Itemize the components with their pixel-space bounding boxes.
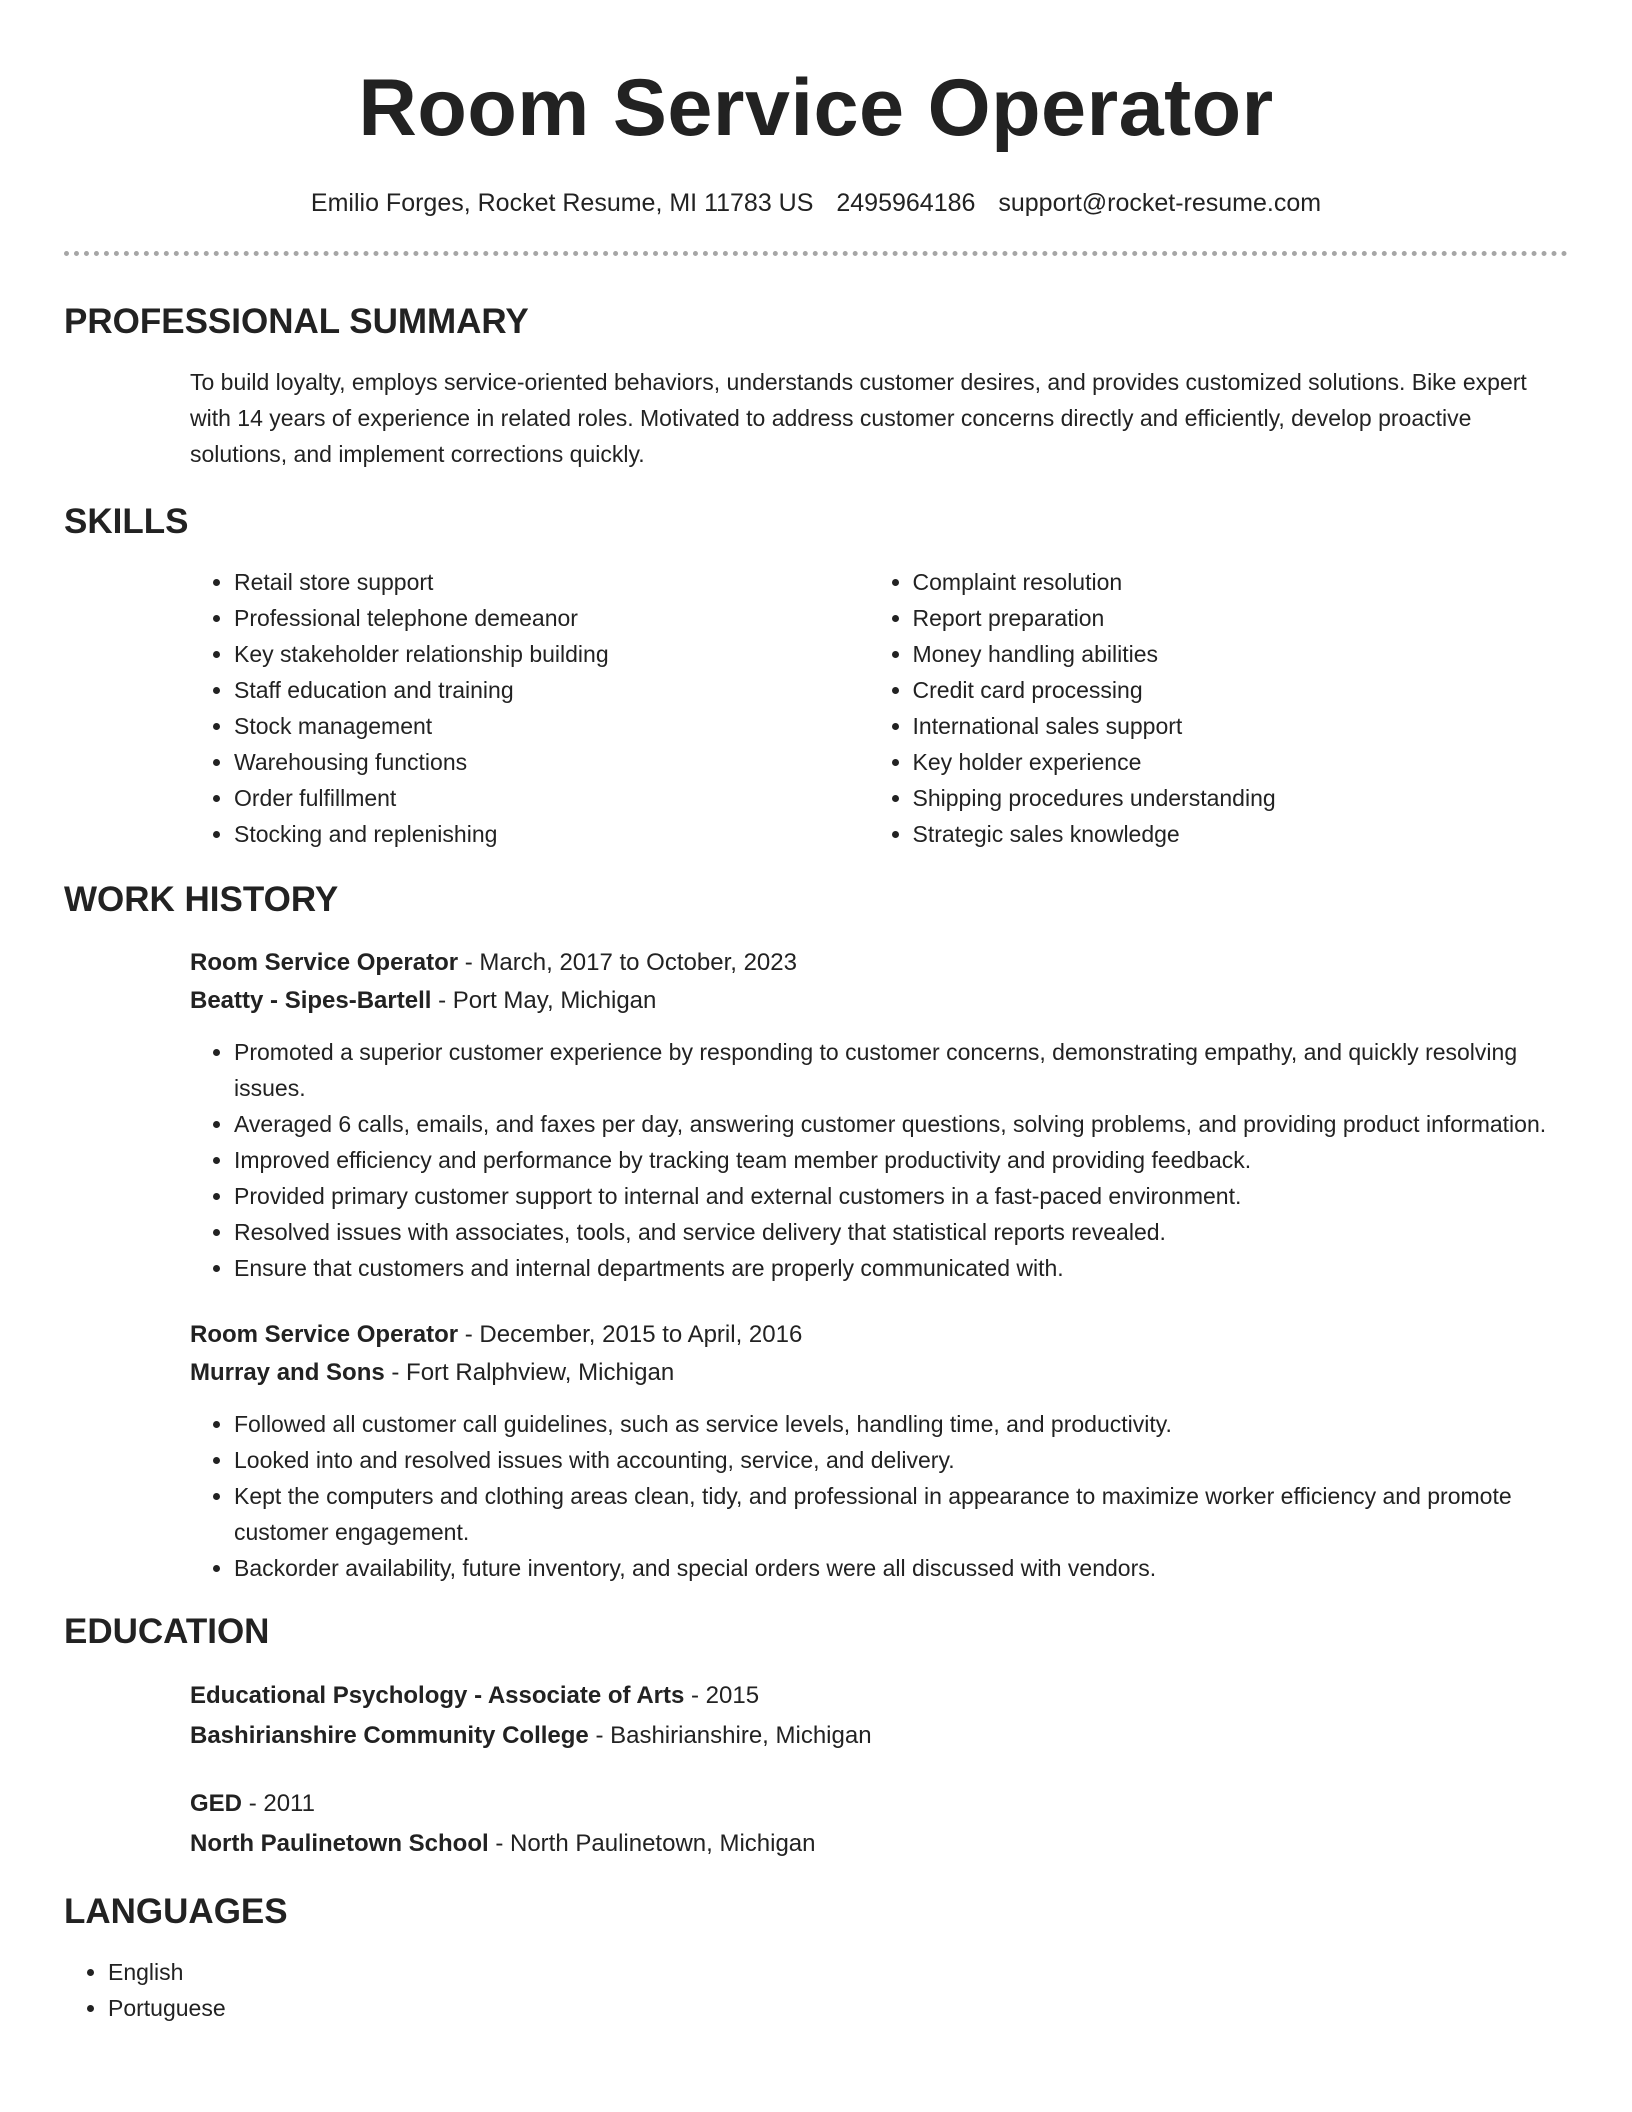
duty-item: • Promoted a superior customer experience by responding to customer concerns, demonstrating empathy, and quickly resolving issues. — [234, 1034, 1568, 1106]
education-entry — [190, 1784, 1568, 1864]
skill-item: • Warehousing functions — [234, 744, 869, 780]
skill-item: • Report preparation — [913, 600, 1568, 636]
job-entry — [190, 944, 1568, 1286]
job-title-line — [190, 944, 1568, 982]
contact-line — [64, 186, 1568, 220]
duty-item: • Looked into and resolved issues with accounting, service, and delivery. — [234, 1442, 1568, 1478]
skills-list — [190, 564, 1568, 852]
education-degree-line — [190, 1784, 1568, 1824]
skill-item: • Stocking and replenishing — [234, 816, 869, 852]
job-company-line — [190, 982, 1568, 1020]
job-company: Murray and Sons — [190, 1359, 385, 1386]
job-duties — [190, 1406, 1568, 1586]
skill-item: • Credit card processing — [913, 672, 1568, 708]
education-school-line — [190, 1716, 1568, 1756]
duty-item: • Provided primary customer support to internal and external customers in a fast-paced environment. — [234, 1178, 1568, 1214]
education-school-line — [190, 1824, 1568, 1864]
education-school: Bashirianshire Community College — [190, 1722, 589, 1749]
education-year: - 2011 — [248, 1790, 315, 1817]
contact-phone: 2495964186 — [836, 189, 976, 217]
education-school: North Paulinetown School — [190, 1830, 489, 1857]
job-location: - Port May, Michigan — [438, 987, 657, 1014]
education-degree-line — [190, 1676, 1568, 1716]
duty-item: • Improved efficiency and performance by tracking team member productivity and providing feedback. — [234, 1142, 1568, 1178]
skill-item: • Key stakeholder relationship building — [234, 636, 869, 672]
education-degree: GED — [190, 1790, 243, 1817]
skill-item: • Strategic sales knowledge — [913, 816, 1568, 852]
job-entry — [190, 1316, 1568, 1586]
job-location: - Fort Ralphview, Michigan — [391, 1359, 675, 1386]
duty-item: • Ensure that customers and internal departments are properly communicated with. — [234, 1250, 1568, 1286]
job-duties — [190, 1034, 1568, 1286]
job-dates: - March, 2017 to October, 2023 — [464, 949, 797, 976]
skill-item: • Order fulfillment — [234, 780, 869, 816]
job-role: Room Service Operator — [190, 1321, 459, 1348]
job-dates: - December, 2015 to April, 2016 — [464, 1321, 803, 1348]
skill-item: • Retail store support — [234, 564, 869, 600]
contact-email: support@rocket-resume.com — [998, 189, 1322, 217]
skill-item: • Shipping procedures understanding — [913, 780, 1568, 816]
education-degree: Educational Psychology - Associate of Arts — [190, 1682, 685, 1709]
job-company: Beatty - Sipes-Bartell — [190, 987, 432, 1014]
education-location: - Bashirianshire, Michigan — [595, 1722, 872, 1749]
duty-item: • Backorder availability, future inventory, and special orders were all discussed with vendors. — [234, 1550, 1568, 1586]
skills-column-left — [190, 564, 869, 852]
duty-item: • Followed all customer call guidelines, such as service levels, handling time, and productivity. — [234, 1406, 1568, 1442]
skill-item: • International sales support — [913, 708, 1568, 744]
resume-name: Room Service Operator — [358, 63, 1274, 153]
job-role: Room Service Operator — [190, 949, 459, 976]
skill-item: • Complaint resolution — [913, 564, 1568, 600]
skill-item: • Professional telephone demeanor — [234, 600, 869, 636]
skills-heading: SKILLS — [64, 502, 189, 541]
languages-heading: LANGUAGES — [64, 1892, 288, 1931]
duty-item: • Kept the computers and clothing areas clean, tidy, and professional in appearance to maximize worker efficiency and promote customer engagement. — [234, 1478, 1568, 1550]
summary-heading: PROFESSIONAL SUMMARY — [64, 302, 529, 341]
education-entry — [190, 1676, 1568, 1756]
skill-item: • Key holder experience — [913, 744, 1568, 780]
education-location: - North Paulinetown, Michigan — [495, 1830, 816, 1857]
language-item: • English — [108, 1954, 1568, 1990]
work-history-heading: WORK HISTORY — [64, 880, 339, 919]
skill-item: • Stock management — [234, 708, 869, 744]
summary-text: To build loyalty, employs service-oriented behaviors, understands customer desires, and provides customized solutions. Bike expert with 14 years of experience in related roles. Motivated to address customer concerns directly and efficiently, develop proactive solutions, and implement corrections quickly. — [190, 369, 1527, 467]
skills-column-right — [869, 564, 1568, 852]
education-year: - 2015 — [691, 1682, 760, 1709]
skill-item: • Money handling abilities — [913, 636, 1568, 672]
duty-item: • Averaged 6 calls, emails, and faxes per day, answering customer questions, solving problems, and providing product information. — [234, 1106, 1568, 1142]
education-heading: EDUCATION — [64, 1612, 270, 1651]
languages-list — [64, 1954, 1568, 2026]
duty-item: • Resolved issues with associates, tools, and service delivery that statistical reports revealed. — [234, 1214, 1568, 1250]
job-title-line — [190, 1316, 1568, 1354]
job-company-line — [190, 1354, 1568, 1392]
language-item: • Portuguese — [108, 1990, 1568, 2026]
contact-address: Emilio Forges, Rocket Resume, MI 11783 US — [310, 189, 814, 217]
skill-item: • Staff education and training — [234, 672, 869, 708]
header-divider — [64, 251, 1568, 256]
